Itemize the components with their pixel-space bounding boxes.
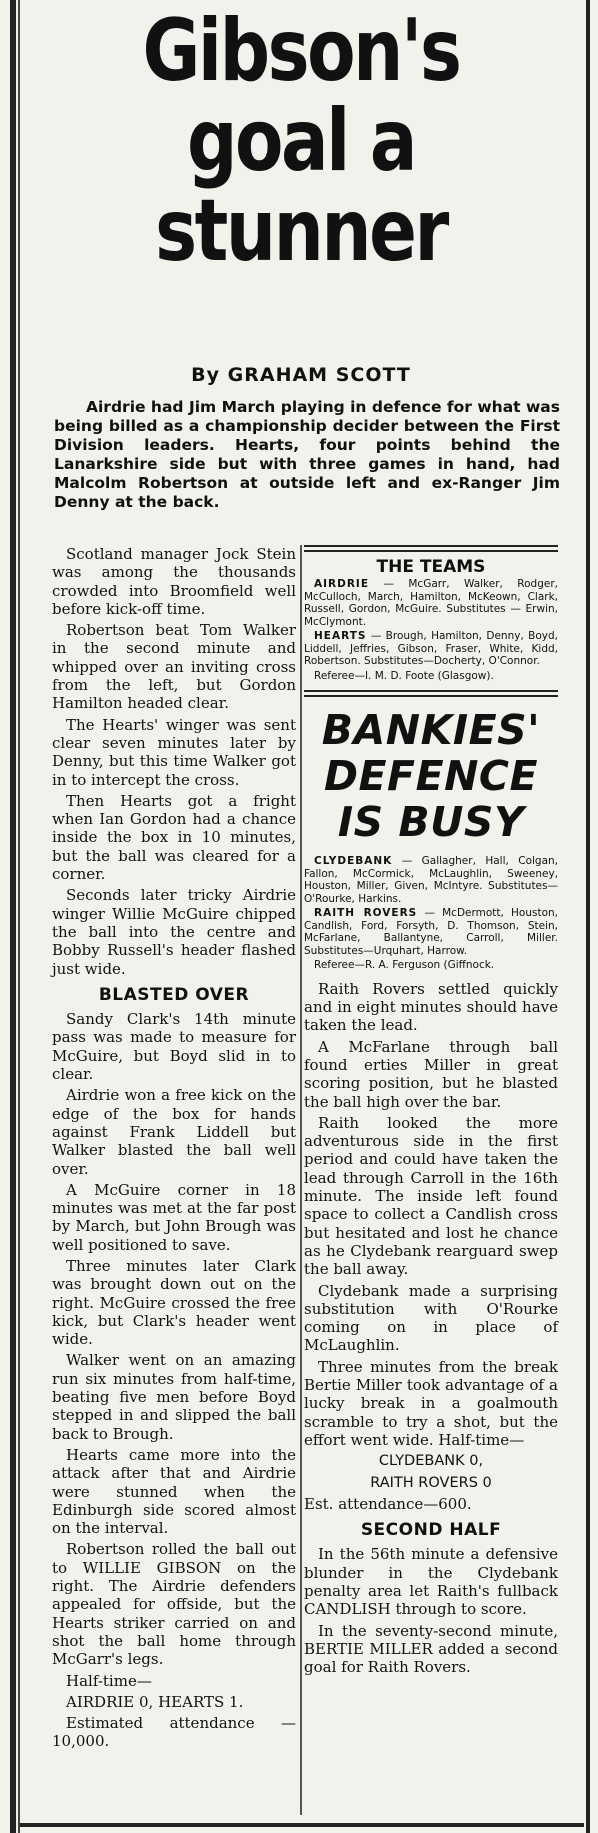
second-headline-line-2: DEFENCE	[324, 752, 538, 801]
second-story-headline	[304, 707, 558, 845]
story-paragraph: Hearts came more into the attack after that and Airdrie were stunned when the Edinburgh side scored almost on the interval.	[52, 1445, 296, 1538]
story-paragraph: Then Hearts got a fright when Ian Gordon had a chance inside the box in 10 minutes, but the ball was cleared for a corner.	[52, 791, 296, 884]
teams-box-title: THE TEAMS	[376, 557, 486, 577]
story-paragraph: Airdrie won a free kick on the edge of the box for hands against Frank Liddell but Walker blasted the ball well over.	[52, 1086, 296, 1178]
clydebank-players: — Gallagher, Hall, Colgan, Fallon, McCormick, McLaughlin, Sweeney, Houston, Miller, Given, McIntyre. Substitutes—O'Rourke, Harkins.	[304, 855, 558, 905]
raith-label: RAITH ROVERS	[314, 907, 418, 920]
raith-lineup	[304, 907, 558, 957]
teams-box	[304, 578, 558, 682]
bottom-border-rule	[20, 1823, 584, 1827]
second-headline-line-3: IS BUSY	[337, 798, 525, 847]
story-paragraph: Raith Rovers settled quickly and in eight minutes should have taken the lead.	[304, 979, 558, 1035]
story-paragraph: Raith looked the more adventurous side in the first period and could have taken the lead through Carroll in the 16th minute. The inside left found space to collect a Candlish cross but hesitated and lost he chance as he Clydebank rearguard swep the ball away.	[304, 1113, 558, 1279]
column-divider	[300, 545, 302, 1815]
clydebank-lineup	[304, 855, 558, 905]
clydebank-label: CLYDEBANK	[314, 855, 393, 868]
main-headline	[76, 1, 527, 281]
halftime-score: AIRDRIE 0, HEARTS 1.	[66, 1692, 244, 1711]
intro-paragraph: Airdrie had Jim March playing in defence for what was being billed as a championship decider between the First Division leaders. Hearts, four points behind the Lanarkshire side but with three games in hand, had Malcolm Robertson at outside left and ex-Ranger Jim Denny at the back.	[54, 398, 560, 511]
right-border-rule	[586, 0, 590, 1833]
main-story-column	[52, 545, 296, 1754]
teams-box-bottom-rule	[304, 690, 558, 697]
story-paragraph: A McGuire corner in 18 minutes was met at the far post by March, but John Brough was well positioned to save.	[52, 1180, 296, 1254]
story-paragraph: Robertson beat Tom Walker in the second minute and whipped over an inviting cross from the left, but Gordon Hamilton headed clear.	[52, 621, 296, 713]
story-paragraph: Clydebank made a surprising substitution with O'Rourke coming on in place of McLaughlin.	[304, 1281, 558, 1355]
attendance: Estimated attendance — 10,000.	[52, 1714, 296, 1751]
hearts-lineup	[304, 630, 558, 668]
airdrie-label: AIRDRIE	[314, 578, 369, 591]
story-paragraph: A McFarlane through ball found erties Miller in great scoring position, but he blasted the ball high over the bar.	[304, 1037, 558, 1111]
airdrie-lineup	[304, 578, 558, 628]
crosshead-second-half: SECOND HALF	[360, 1520, 502, 1541]
halftime-score-clydebank: CLYDEBANK 0,	[378, 1453, 484, 1470]
hearts-players: — Brough, Hamilton, Denny, Boyd, Liddell, Jeffries, Gibson, Fraser, White, Kidd, Robertson. Substitutes—Docherty, O'Connor.	[304, 630, 558, 668]
story-paragraph: Seconds later tricky Airdrie winger Willie McGuire chipped the ball into the centre and Bobby Russell's header flashed just wide.	[52, 886, 296, 978]
headline-line-2: goal a	[186, 91, 416, 191]
raith-players: — McDermott, Houston, Candlish, Ford, Forsyth, D. Thomson, Stein, McFarlane, Ballantyne, Carroll, Miller. Substitutes—Urquhart, Harrow.	[304, 907, 559, 957]
right-column	[304, 545, 558, 1679]
airdrie-players: — McGarr, Walker, Rodger, McCulloch, March, Hamilton, McKeown, Clark, Russell, Gordon, McGuire. Substitutes — Erwin, McClymont.	[304, 578, 558, 628]
left-border-rule	[10, 0, 16, 1833]
story-paragraph: In the 56th minute a defensive blunder in the Clydebank penalty area let Raith's fullback CANDLISH through to score.	[304, 1545, 558, 1619]
teams-box-top-rule	[304, 545, 558, 552]
halftime-score-raith: RAITH ROVERS 0	[370, 1474, 492, 1491]
story-paragraph: Sandy Clark's 14th minute pass was made to measure for McGuire, but Boyd slid in to clear.	[52, 1010, 296, 1084]
second-teams-box	[304, 855, 558, 972]
second-headline-line-1: BANKIES'	[321, 706, 541, 755]
second-referee-line: Referee—R. A. Ferguson (Giffnock.	[314, 959, 495, 972]
story-paragraph: Three minutes from the break Bertie Miller took advantage of a lucky break in a goalmouth scramble to try a shot, but the effort went wide. Half-time—	[304, 1357, 558, 1449]
story-paragraph: In the seventy-second minute, BERTIE MILLER added a second goal for Raith Rovers.	[304, 1621, 558, 1677]
story-paragraph: Three minutes later Clark was brought down out on the right. McGuire crossed the free kick, but Clark's header went wide.	[52, 1256, 296, 1349]
halftime-label: Half-time—	[66, 1671, 152, 1690]
story-paragraph: The Hearts' winger was sent clear seven minutes later by Denny, but this time Walker got in to intercept the cross.	[52, 715, 296, 789]
second-attendance: Est. attendance—600.	[304, 1494, 472, 1513]
story-paragraph: Walker went on an amazing run six minutes from half-time, beating five men before Boyd stepped in and slipped the ball back to Brough.	[52, 1351, 296, 1443]
byline: By GRAHAM SCOTT	[191, 364, 411, 386]
headline-line-3: stunner	[155, 181, 447, 281]
story-paragraph: Scotland manager Jock Stein was among the thousands crowded into Broomfield well before kick-off time.	[52, 545, 296, 618]
hearts-label: HEARTS	[314, 630, 367, 643]
headline-line-1: Gibson's	[142, 1, 460, 101]
referee-line: Referee—I. M. D. Foote (Glasgow).	[314, 669, 494, 682]
story-paragraph: Robertson rolled the ball out to WILLIE GIBSON on the right. The Airdrie defenders appealed for offside, but the Hearts striker carried on and shot the ball home through McGarr's legs.	[52, 1540, 296, 1669]
crosshead-blasted-over: BLASTED OVER	[98, 984, 250, 1005]
left-inner-rule	[18, 0, 20, 1833]
